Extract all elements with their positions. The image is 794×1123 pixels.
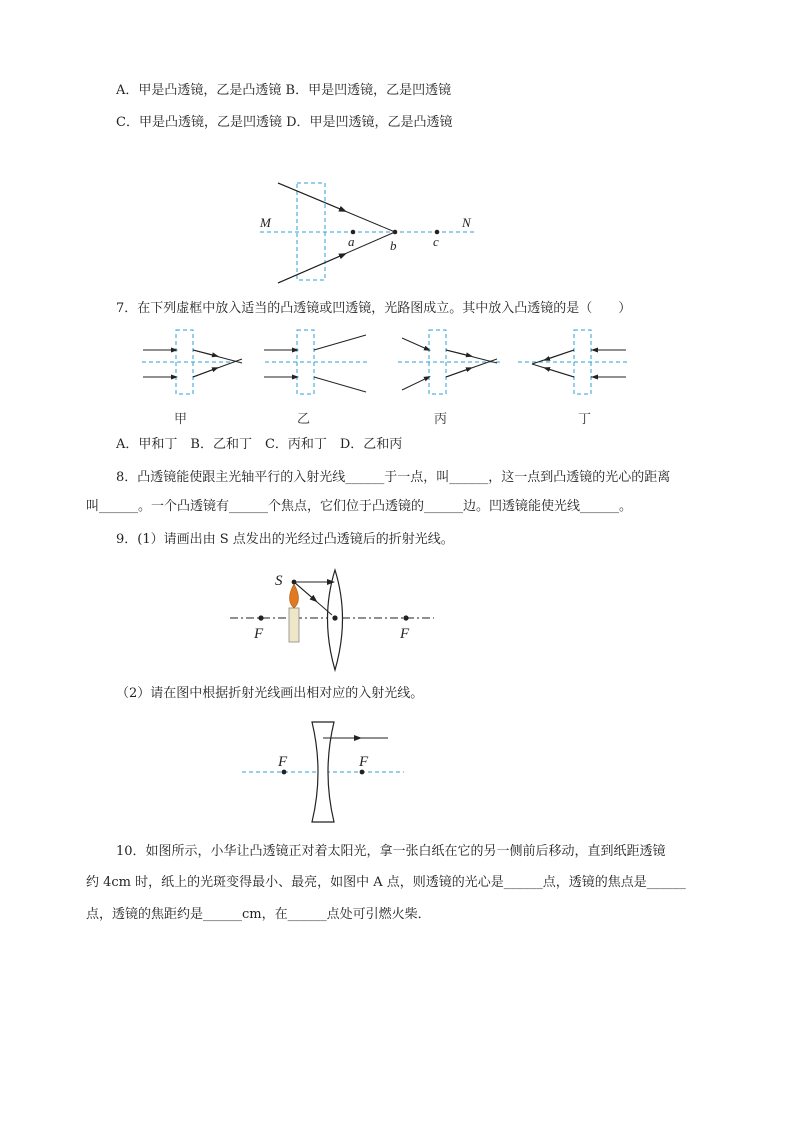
q6-options-cd: C．甲是凸透镜，乙是凹透镜 D．甲是凹透镜，乙是凸透镜 [116, 115, 453, 130]
q7-diagram-jia [142, 330, 242, 427]
q9-label-f-right: F [400, 626, 410, 642]
q10-line3: 点，透镜的焦距约是______cm，在______点处可引燃火柴． [86, 907, 431, 922]
q6-label-a: a [348, 234, 355, 249]
q7-caption-bing: 丙 [434, 412, 448, 427]
q7-options: A．甲和丁 B．乙和丁 C．丙和丁 D．乙和丙 [116, 437, 403, 452]
q6-label-b: b [390, 238, 397, 253]
q8-line2: 叫______。一个凸透镜有______个焦点，它们位于凸透镜的______边。凹透镜能使光线______。 [86, 499, 633, 514]
q7-diagram-ding [518, 330, 628, 427]
q7-stem: 7．在下列虚框中放入适当的凸透镜或凹透镜，光路图成立。其中放入凸透镜的是（ ） [116, 301, 632, 316]
q9-figure-concave [238, 718, 418, 828]
q7-caption-yi: 乙 [297, 412, 311, 427]
q7-caption-ding: 丁 [578, 412, 592, 427]
q6-label-n: N [462, 215, 471, 230]
q6-options-ab: A．甲是凸透镜，乙是凸透镜 B．甲是凹透镜，乙是凹透镜 [116, 83, 452, 98]
q7-diagram-yi [264, 330, 368, 427]
candle-flame [290, 584, 299, 608]
q6-label-c: c [433, 234, 439, 249]
q9-part1: 9．(1）请画出由 S 点发出的光经过凸透镜后的折射光线。 [116, 532, 454, 547]
q9-label2-f-right: F [359, 754, 369, 770]
q9-label2-f-left: F [278, 754, 288, 770]
q7-figure [140, 326, 640, 431]
q7-diagram-bing [398, 330, 500, 427]
q9-label-f-left: F [254, 626, 264, 642]
q10-line1: 10．如图所示，小华让凸透镜正对着太阳光，拿一张白纸在它的另一侧前后移动，直到纸距透镜 [116, 844, 666, 859]
q8-line1: 8．凸透镜能使跟主光轴平行的入射光线______于一点，叫______，这一点到凸透镜的光心的距离 [116, 470, 671, 485]
q9-figure-convex [228, 566, 448, 676]
candle-body [289, 608, 299, 642]
q7-caption-jia: 甲 [174, 412, 188, 427]
q9-label-s: S [275, 573, 283, 589]
q6-label-m: M [260, 215, 271, 230]
q6-figure [250, 175, 490, 285]
q9-part2: （2）请在图中根据折射光线画出相对应的入射光线。 [116, 686, 424, 701]
q10-line2: 约 4cm 时，纸上的光斑变得最小、最亮，如图中 A 点，则透镜的光心是______点，透镜的焦点是______ [86, 875, 686, 890]
